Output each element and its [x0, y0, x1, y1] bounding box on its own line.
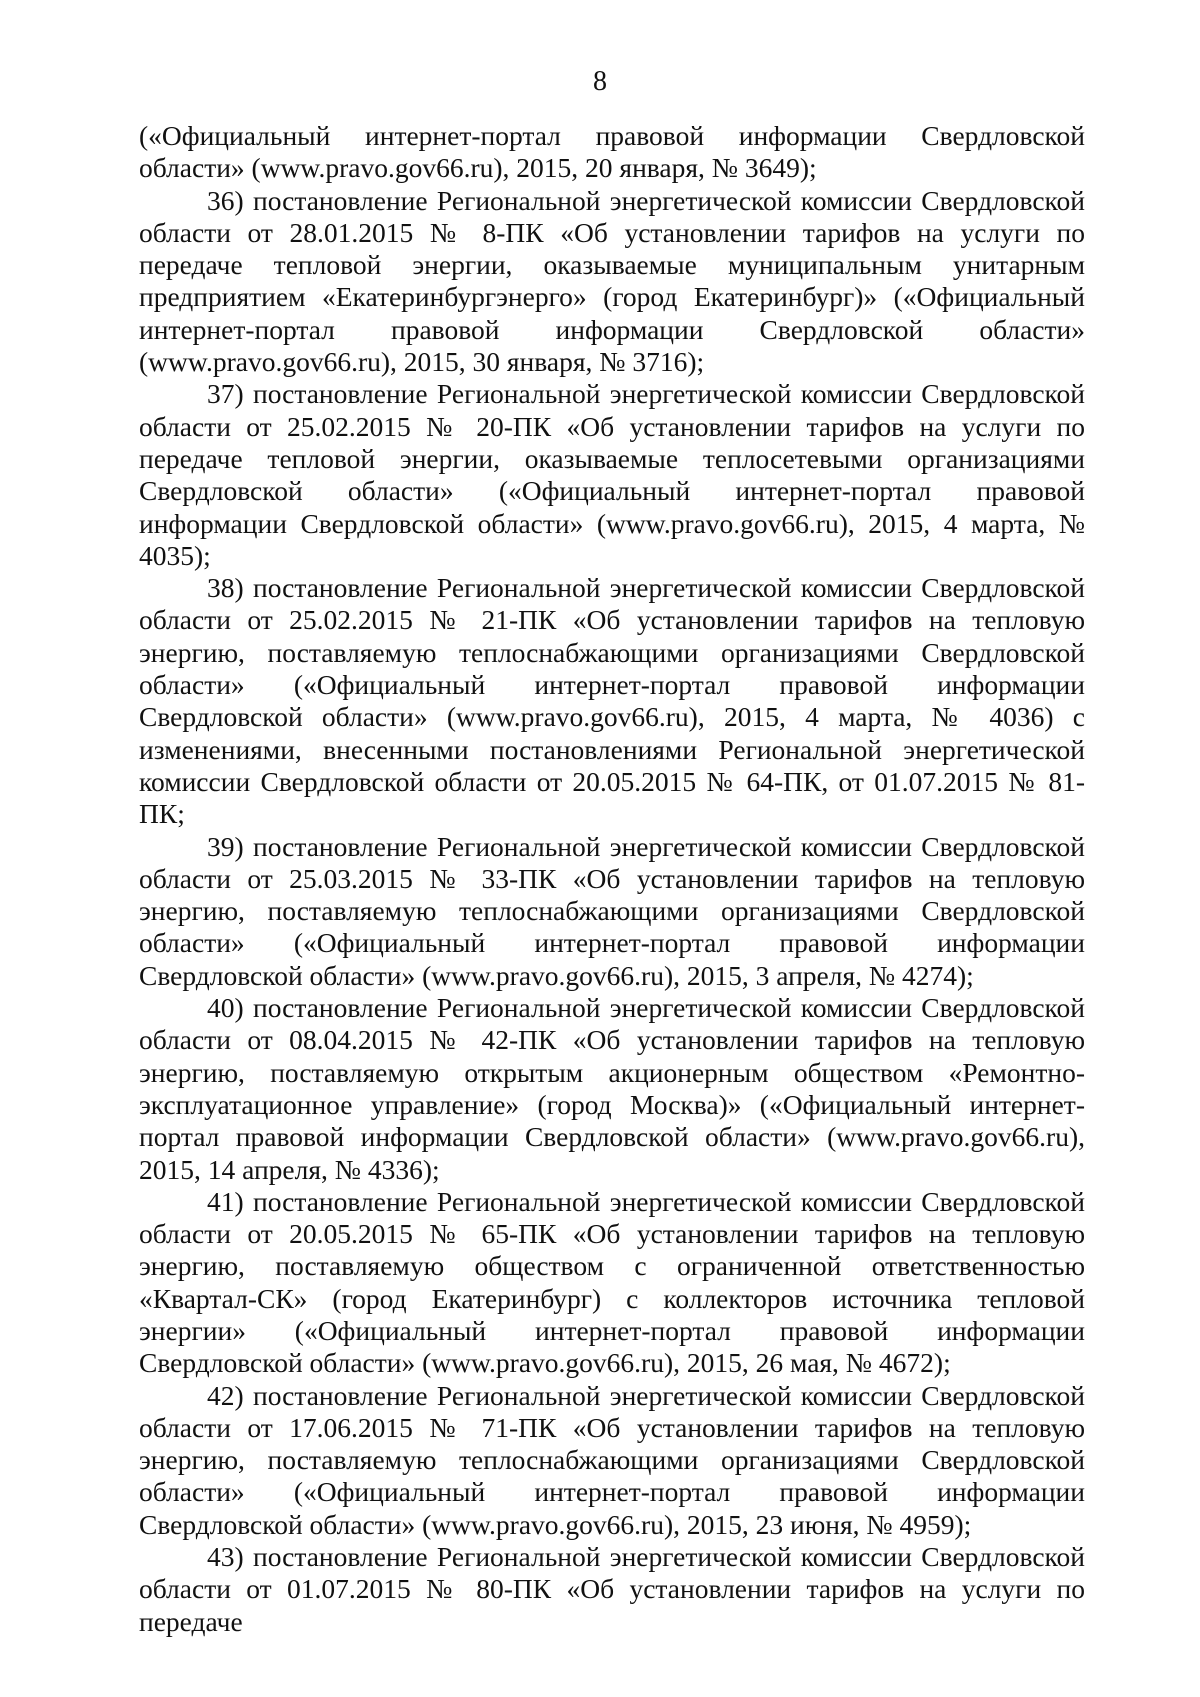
list-item-38: 38) постановление Региональной энергетической комиссии Свердловской области от 25.02.2015 № 21-ПК «Об установлении тарифов на тепловую энергию, поставляемую теплоснабжающими организациями Свердловской области» («Официальный интернет-портал правовой информации Свердловской области» (www.pravo.gov66.ru), 2015, 4 марта, № 4036) с изменениями, внесенными постановлениями Региональной энергетической комиссии Свердловской области от 20.05.2015 № 64-ПК, от 01.07.2015 № 81-ПК;	[139, 572, 1085, 830]
page-number: 8	[593, 66, 607, 97]
list-item-42: 42) постановление Региональной энергетической комиссии Свердловской области от 17.06.2015 № 71-ПК «Об установлении тарифов на тепловую энергию, поставляемую теплоснабжающими организациями Свердловской области» («Официальный интернет-портал правовой информации Свердловской области» (www.pravo.gov66.ru), 2015, 23 июня, № 4959);	[139, 1379, 1085, 1540]
list-item-41: 41) постановление Региональной энергетической комиссии Свердловской области от 20.05.2015 № 65-ПК «Об установлении тарифов на тепловую энергию, поставляемую обществом с ограниченной ответственностью «Квартал-СК» (город Екатеринбург) с коллекторов источника тепловой энергии» («Официальный интернет-портал правовой информации Свердловской области» (www.pravo.gov66.ru), 2015, 26 мая, № 4672);	[139, 1185, 1085, 1379]
paragraph-continuation: («Официальный интернет-портал правовой информации Свердловской области» (www.pravo.gov66.ru), 2015, 20 января, № 3649);	[139, 120, 1085, 184]
list-item-43: 43) постановление Региональной энергетической комиссии Свердловской области от 01.07.2015 № 80-ПК «Об установлении тарифов на услуги по передаче	[139, 1541, 1085, 1637]
list-item-36: 36) постановление Региональной энергетической комиссии Свердловской области от 28.01.2015 № 8-ПК «Об установлении тарифов на услуги по передаче тепловой энергии, оказываемые муниципальным унитарным предприятием «Екатеринбургэнерго» (город Екатеринбург)» («Официальный интернет-портал правовой информации Свердловской области» (www.pravo.gov66.ru), 2015, 30 января, № 3716);	[139, 184, 1085, 378]
document-body	[139, 120, 1085, 1638]
list-item-40: 40) постановление Региональной энергетической комиссии Свердловской области от 08.04.2015 № 42-ПК «Об установлении тарифов на тепловую энергию, поставляемую открытым акционерным обществом «Ремонтно-эксплуатационное управление» (город Москва)» («Официальный интернет-портал правовой информации Свердловской области» (www.pravo.gov66.ru), 2015, 14 апреля, № 4336);	[139, 992, 1085, 1185]
list-item-39: 39) постановление Региональной энергетической комиссии Свердловской области от 25.03.2015 № 33-ПК «Об установлении тарифов на тепловую энергию, поставляемую теплоснабжающими организациями Свердловской области» («Официальный интернет-портал правовой информации Свердловской области» (www.pravo.gov66.ru), 2015, 3 апреля, № 4274);	[139, 830, 1085, 991]
list-item-37: 37) постановление Региональной энергетической комиссии Свердловской области от 25.02.2015 № 20-ПК «Об установлении тарифов на услуги по передаче тепловой энергии, оказываемые теплосетевыми организациями Свердловской области» («Официальный интернет-портал правовой информации Свердловской области» (www.pravo.gov66.ru), 2015, 4 марта, № 4035);	[139, 378, 1085, 571]
